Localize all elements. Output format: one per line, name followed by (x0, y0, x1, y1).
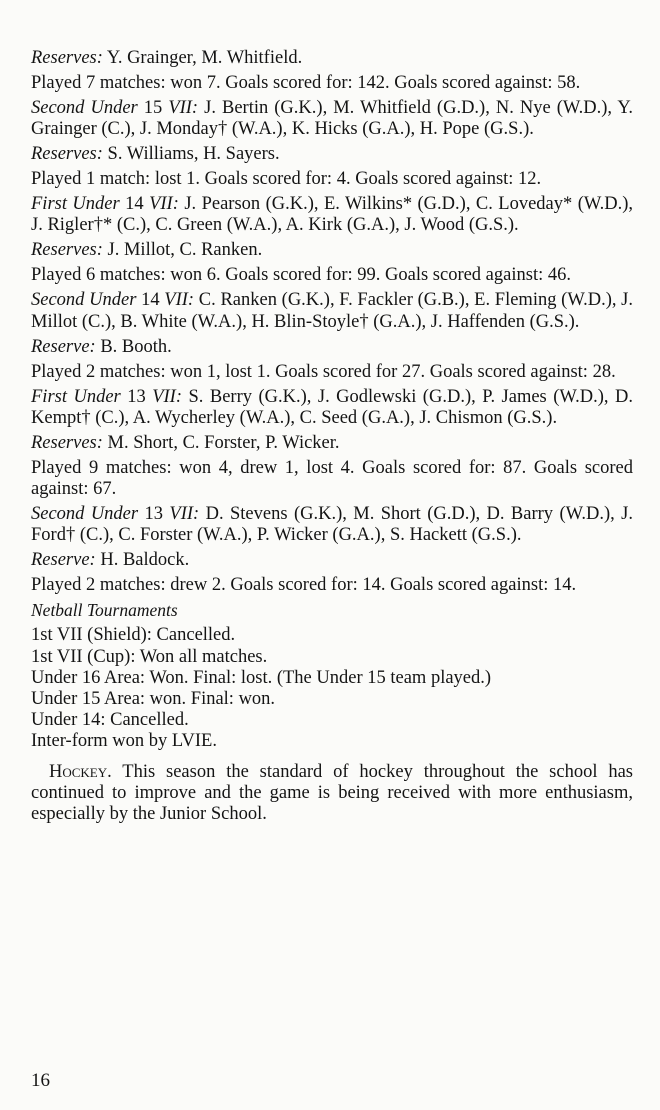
paragraph (31, 73, 633, 94)
paragraph-text: 14 (119, 194, 150, 215)
paragraph-text: B. Booth. (95, 336, 172, 357)
paragraph (31, 550, 633, 571)
paragraph-lead: VII: (164, 290, 195, 311)
paragraph-text: Played 7 matches: won 7. Goals scored for: 142. Goals scored against: 58. (31, 73, 581, 93)
result-line: Inter-form won by LVIE. (31, 731, 217, 752)
result-line: Under 14: Cancelled. (31, 710, 189, 731)
paragraph-text: H. Baldock. (95, 550, 190, 571)
paragraph-text: Y. Grainger, M. Whitfield. (102, 48, 303, 68)
paragraph (31, 169, 633, 190)
paragraph-lead: VII: (169, 504, 200, 525)
paragraph (31, 194, 633, 236)
paragraph-text: J. Millot, C. Ranken. (102, 240, 263, 261)
paragraph-text: Played 2 matches: drew 2. Goals scored for: 14. Goals scored against: 14. (31, 575, 577, 596)
result-line: 1st VII (Shield): Cancelled. (31, 625, 236, 646)
paragraph-text: S. Berry (G.K.), J. Godlewski (G.D.), P. James (W.D.), D. Kempt† (C.), A. Wycherley (W.A.), C. Seed (G.A.), J. Chismon (G.S.). (31, 386, 634, 428)
result-line: Under 15 Area: won. Final: won. (31, 689, 276, 710)
result-line: Under 16 Area: Won. Final: lost. (The Under 15 team played.) (31, 667, 492, 688)
paragraph-lead: Reserves: (31, 144, 103, 165)
netball-heading: Netball Tournaments (31, 600, 178, 621)
paragraph (31, 575, 633, 596)
paragraph (31, 362, 633, 383)
paragraph-lead: First Under (31, 386, 121, 407)
paragraph-lead: First Under (31, 194, 120, 215)
paragraph-lead: Second Under (31, 98, 138, 118)
paragraph-text: J. Pearson (G.K.), E. Wilkins* (G.D.), C. Loveday* (W.D.), J. Rigler†* (C.), C. Green (W.A.), A. Kirk (G.A.), J. Wood (G.S.). (31, 194, 634, 236)
paragraph (31, 337, 633, 358)
paragraph (31, 433, 633, 454)
page-number: 16 (31, 1070, 50, 1091)
paragraph (31, 240, 633, 261)
paragraph-text: S. Williams, H. Sayers. (102, 144, 280, 165)
paragraph-lead: Second Under (31, 504, 139, 525)
paragraph (31, 144, 633, 165)
paragraph-lead: VII: (152, 386, 182, 407)
paragraph-text: 15 (137, 98, 169, 118)
paragraph-text: C. Ranken (G.K.), F. Fackler (G.B.), E. Fleming (W.D.), J. Millot (C.), B. White (W.A.), H. Blin-Stoyle† (G.A.), J. Haffenden (G.S.). (31, 290, 633, 332)
paragraph-text: D. Stevens (G.K.), M. Short (G.D.), D. Barry (W.D.), J. Ford† (C.), C. Forster (W.A.), P. Wicker (G.A.), S. Hackett (G.S.). (31, 504, 633, 546)
paragraph-text: Played 1 match: lost 1. Goals scored for: 4. Goals scored against: 12. (31, 169, 542, 190)
paragraph-text: J. Bertin (G.K.), M. Whitfield (G.D.), N. Nye (W.D.), Y. Grainger (C.), J. Monday† (W.A.), K. Hicks (G.A.), H. Pope (G.S.). (31, 98, 634, 140)
paragraph-text: Played 9 matches: won 4, drew 1, lost 4. Goals scored for: 87. Goals scored against: 67. (31, 457, 633, 500)
paragraph-lead: VII: (168, 98, 199, 118)
hockey-paragraph (31, 762, 633, 826)
paragraph-text: 14 (136, 290, 165, 311)
paragraph (31, 387, 633, 429)
paragraph (31, 48, 633, 69)
paragraph-text: 13 (120, 386, 153, 407)
paragraph-text: M. Short, C. Forster, P. Wicker. (102, 432, 340, 453)
result-line: 1st VII (Cup): Won all matches. (31, 646, 268, 667)
paragraph-lead: Reserve: (31, 550, 96, 571)
paragraph (31, 458, 633, 500)
paragraph (31, 504, 633, 546)
hockey-lead: Hockey. (49, 761, 112, 782)
paragraph-lead: Reserves: (31, 432, 103, 453)
paragraph-lead: Reserves: (31, 240, 103, 261)
paragraph-text: 13 (138, 504, 170, 525)
paragraph (31, 290, 633, 332)
paragraph-lead: Reserve: (31, 336, 96, 357)
text-column (31, 48, 633, 825)
paragraph-text: Played 6 matches: won 6. Goals scored for: 99. Goals scored against: 46. (31, 265, 571, 286)
paragraph-lead: VII: (149, 194, 179, 215)
paragraph-lead: Reserves: (31, 48, 103, 68)
paragraph (31, 265, 633, 286)
hockey-text: This season the standard of hockey throughout the school has continued to improve and the game is being received with more enthusiasm, especially by the Junior School. (31, 761, 633, 825)
paragraph-lead: Second Under (31, 290, 137, 311)
paragraph-text: Played 2 matches: won 1, lost 1. Goals scored for 27. Goals scored against: 28. (31, 361, 616, 382)
netball-results (31, 625, 633, 752)
paragraph (31, 98, 633, 140)
